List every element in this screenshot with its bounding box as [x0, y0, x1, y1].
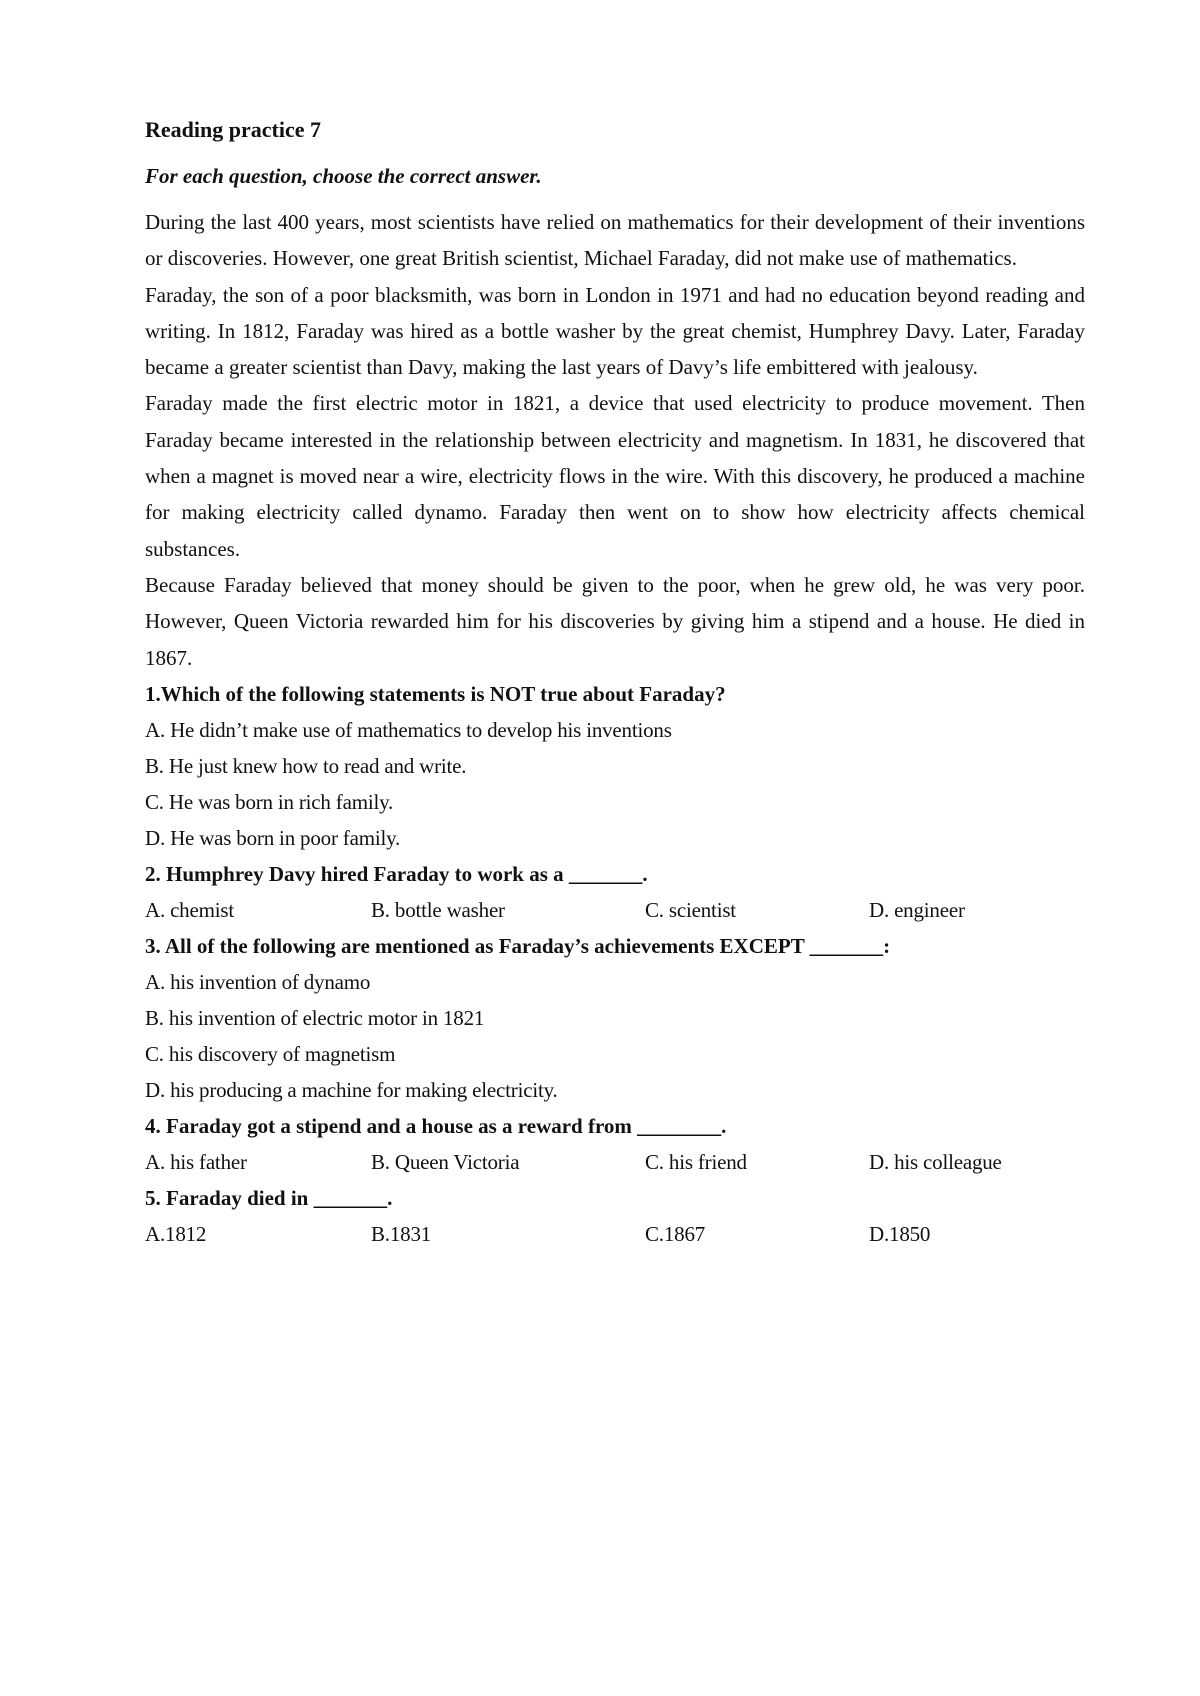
option-a: A. chemist	[145, 897, 234, 922]
question-2	[145, 856, 1085, 928]
question-5	[145, 1180, 1085, 1252]
option-a: A.1812	[145, 1221, 207, 1246]
passage-paragraph-2: Faraday, the son of a poor blacksmith, was born in London in 1971 and had no education beyond reading and writing. In 1812, Faraday was hired as a bottle washer by the great chemist, Humphrey Davy. Later, Faraday became a greater scientist than Davy, making the last years of Davy’s life embittered with jealousy.	[145, 282, 1085, 380]
option-b: B. He just knew how to read and write.	[145, 753, 467, 778]
options-row	[145, 1216, 1085, 1252]
option-d: D. his producing a machine for making electricity.	[145, 1077, 558, 1102]
option-d: D. his colleague	[869, 1149, 1002, 1174]
option-c: C. his friend	[645, 1149, 747, 1174]
instruction-text: For each question, choose the correct answer.	[145, 164, 542, 188]
question-text: 1.Which of the following statements is NOT true about Faraday?	[145, 681, 726, 706]
question-4	[145, 1108, 1085, 1180]
question-text: 2. Humphrey Davy hired Faraday to work as a _______.	[145, 861, 648, 886]
option-b: B. Queen Victoria	[371, 1149, 520, 1174]
option-d: D.1850	[869, 1221, 931, 1246]
options-row	[145, 1144, 1085, 1180]
reading-passage	[145, 204, 1085, 676]
option-b: B. his invention of electric motor in 1821	[145, 1005, 485, 1030]
option-d: D. engineer	[869, 897, 965, 922]
option-c: C. his discovery of magnetism	[145, 1041, 396, 1066]
option-c: C.1867	[645, 1221, 706, 1246]
option-b: B. bottle washer	[371, 897, 505, 922]
option-a: A. He didn’t make use of mathematics to develop his inventions	[145, 717, 672, 742]
options-row	[145, 892, 1085, 928]
question-text: 5. Faraday died in _______.	[145, 1185, 393, 1210]
option-c: C. scientist	[645, 897, 736, 922]
option-a: A. his father	[145, 1149, 247, 1174]
option-b: B.1831	[371, 1221, 432, 1246]
option-d: D. He was born in poor family.	[145, 825, 401, 850]
option-a: A. his invention of dynamo	[145, 969, 371, 994]
document-page	[145, 112, 1085, 1252]
passage-paragraph-1: During the last 400 years, most scientists have relied on mathematics for their development of their inventions or discoveries. However, one great British scientist, Michael Faraday, did not make use of mathematics.	[145, 210, 1085, 271]
passage-paragraph-4: Because Faraday believed that money should be given to the poor, when he grew old, he was very poor. However, Queen Victoria rewarded him for his discoveries by giving him a stipend and a house. He died in 1867.	[145, 572, 1085, 670]
question-3	[145, 928, 1085, 1108]
document-title: Reading practice 7	[145, 117, 321, 142]
option-c: C. He was born in rich family.	[145, 789, 394, 814]
question-text: 4. Faraday got a stipend and a house as a reward from ________.	[145, 1113, 727, 1138]
question-1	[145, 676, 1085, 856]
question-text: 3. All of the following are mentioned as Faraday’s achievements EXCEPT _______:	[145, 933, 891, 958]
passage-paragraph-3: Faraday made the first electric motor in 1821, a device that used electricity to produce movement. Then Faraday became interested in the relationship between electricity and magnetism. In 1831, he discovered that when a magnet is moved near a wire, electricity flows in the wire. With this discovery, he produced a machine for making electricity called dynamo. Faraday then went on to show how electricity affects chemical substances.	[145, 391, 1085, 561]
